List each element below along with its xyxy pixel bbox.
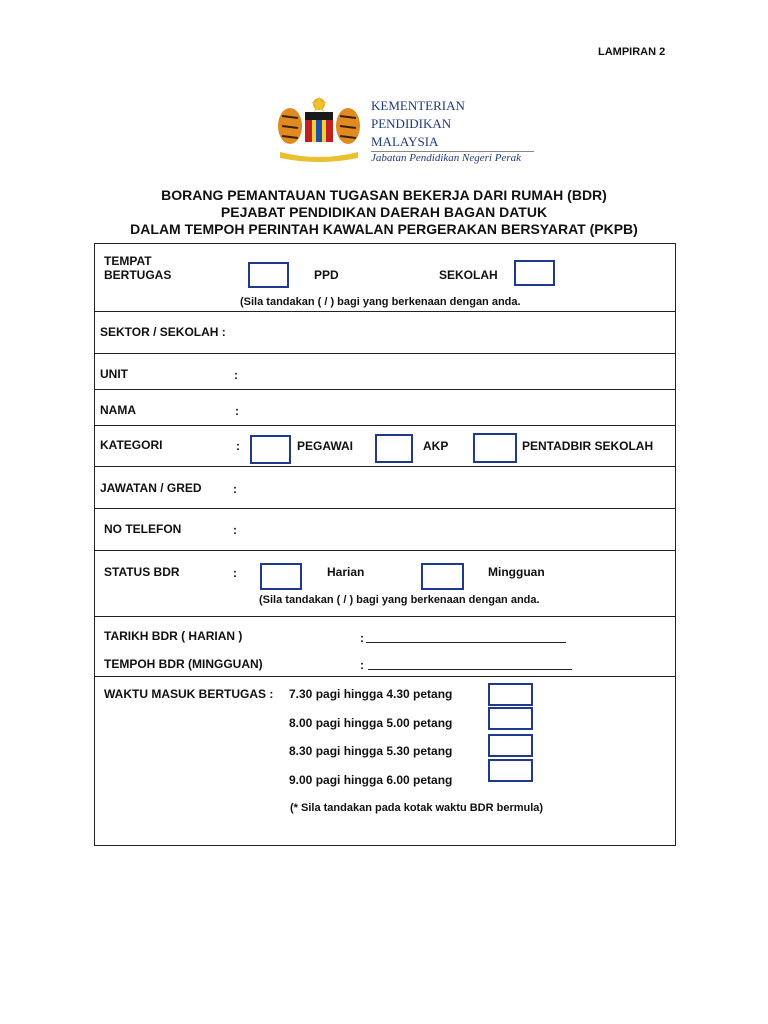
waktu-label: WAKTU MASUK BERTUGAS : bbox=[104, 687, 274, 701]
row-divider bbox=[94, 425, 675, 426]
telefon-colon: : bbox=[233, 523, 237, 537]
logo-line-kementerian: KEMENTERIAN bbox=[371, 98, 465, 113]
waktu-note: (* Sila tandakan pada kotak waktu BDR bermula) bbox=[290, 802, 544, 814]
waktu-checkbox-4[interactable] bbox=[488, 759, 533, 782]
unit-colon: : bbox=[234, 368, 238, 382]
waktu-checkbox-2[interactable] bbox=[488, 707, 533, 730]
mingguan-checkbox[interactable] bbox=[421, 563, 464, 590]
harian-checkbox[interactable] bbox=[260, 563, 302, 590]
harian-label: Harian bbox=[327, 565, 365, 579]
tempat-label-line-1: TEMPAT bbox=[104, 254, 152, 268]
tempat-note: (Sila tandakan ( / ) bagi yang berkenaan dengan anda. bbox=[240, 296, 521, 308]
form-title-line-3: DALAM TEMPOH PERINTAH KAWALAN PERGERAKAN BERSYARAT (PKPB) bbox=[130, 221, 638, 237]
mingguan-label: Mingguan bbox=[488, 565, 545, 579]
status-note: (Sila tandakan ( / ) bagi yang berkenaan dengan anda. bbox=[259, 594, 540, 606]
status-colon: : bbox=[233, 566, 237, 580]
row-divider bbox=[94, 508, 675, 509]
waktu-checkbox-1[interactable] bbox=[488, 683, 533, 706]
ppd-label: PPD bbox=[314, 268, 339, 282]
akp-checkbox[interactable] bbox=[375, 434, 413, 463]
kategori-label: KATEGORI bbox=[100, 438, 163, 452]
waktu-option-3: 8.30 pagi hingga 5.30 petang bbox=[289, 744, 453, 758]
row-divider bbox=[94, 353, 675, 354]
pentadbir-checkbox[interactable] bbox=[473, 433, 517, 463]
tempoh-label: TEMPOH BDR (MINGGUAN) bbox=[104, 657, 263, 671]
tarikh-input-line[interactable] bbox=[366, 642, 566, 643]
nama-colon: : bbox=[235, 404, 239, 418]
nama-label: NAMA bbox=[100, 403, 136, 417]
waktu-option-2: 8.00 pagi hingga 5.00 petang bbox=[289, 716, 453, 730]
waktu-option-1: 7.30 pagi hingga 4.30 petang bbox=[289, 687, 453, 701]
logo-line-pendidikan: PENDIDIKAN bbox=[371, 116, 452, 131]
tarikh-colon: : bbox=[360, 631, 364, 645]
form-title-line-1: BORANG PEMANTAUAN TUGASAN BEKERJA DARI RUMAH (BDR) bbox=[161, 187, 607, 203]
tempoh-colon: : bbox=[360, 658, 364, 672]
sektor-label: SEKTOR / SEKOLAH : bbox=[100, 325, 226, 339]
row-divider bbox=[94, 466, 675, 467]
coat-of-arms-logo bbox=[272, 96, 366, 166]
telefon-label: NO TELEFON bbox=[104, 522, 182, 536]
pegawai-checkbox[interactable] bbox=[250, 435, 291, 464]
waktu-option-4: 9.00 pagi hingga 6.00 petang bbox=[289, 773, 453, 787]
ppd-checkbox[interactable] bbox=[248, 262, 289, 288]
row-divider bbox=[94, 616, 675, 617]
row-divider bbox=[94, 550, 675, 551]
pentadbir-label: PENTADBIR SEKOLAH bbox=[522, 439, 654, 453]
sekolah-label: SEKOLAH bbox=[439, 268, 498, 282]
waktu-checkbox-3[interactable] bbox=[488, 734, 533, 757]
pegawai-label: PEGAWAI bbox=[297, 439, 354, 453]
sekolah-checkbox[interactable] bbox=[514, 260, 555, 286]
lampiran-label: LAMPIRAN 2 bbox=[598, 46, 666, 58]
tempoh-input-line[interactable] bbox=[368, 669, 572, 670]
jawatan-label: JAWATAN / GRED bbox=[100, 481, 202, 495]
logo-subline: Jabatan Pendidikan Negeri Perak bbox=[371, 152, 521, 164]
form-title-line-2: PEJABAT PENDIDIKAN DAERAH BAGAN DATUK bbox=[220, 204, 548, 220]
kategori-colon: : bbox=[236, 439, 240, 453]
row-divider bbox=[94, 311, 675, 312]
tempat-label-line-2: BERTUGAS bbox=[104, 268, 172, 282]
tarikh-label: TARIKH BDR ( HARIAN ) bbox=[104, 629, 243, 643]
status-label: STATUS BDR bbox=[104, 565, 180, 579]
jawatan-colon: : bbox=[233, 482, 237, 496]
unit-label: UNIT bbox=[100, 367, 128, 381]
logo-line-malaysia: MALAYSIA bbox=[371, 134, 439, 149]
akp-label: AKP bbox=[423, 439, 449, 453]
row-divider bbox=[94, 389, 675, 390]
row-divider bbox=[94, 676, 675, 677]
